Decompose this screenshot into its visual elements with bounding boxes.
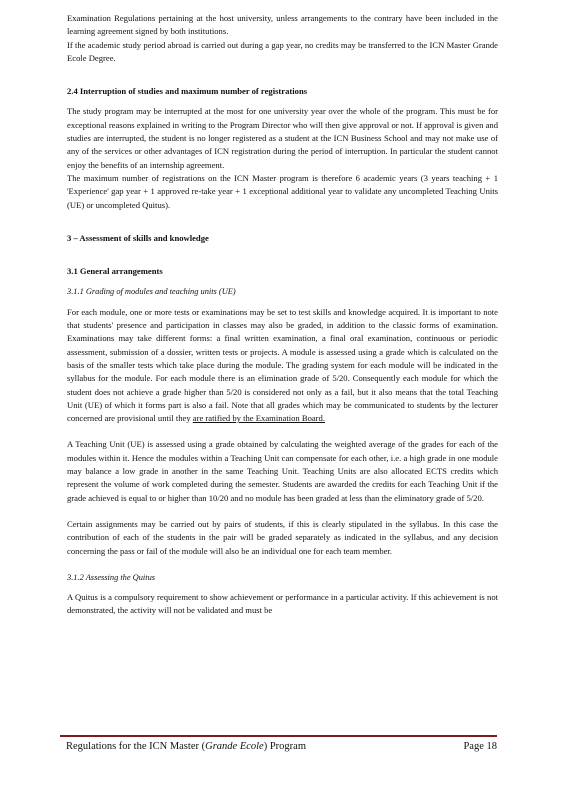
footer-divider [60,735,497,737]
subsection-3-1-2-heading: 3.1.2 Assessing the Quitus [67,572,156,582]
section-3-1-1-paragraph-1 [67,306,498,426]
subsection-3-1-1-heading: 3.1.1 Grading of modules and teaching units (UE) [67,287,236,297]
section-3-1-2-paragraph-1: A Quitus is a compulsory requirement to show achievement or performance in a particular activity. If this achievement is not demonstrated, the activity will not be validated and must be [67,592,498,616]
section-2-4-heading: 2.4 Interruption of studies and maximum number of registrations [67,86,308,97]
section-3-1-1-paragraph-3: Certain assignments may be carried out by pairs of students, if this is clearly stipulated in the syllabus. In this case the contribution of each of the students in the pair will be graded separately as indicated in the syllabus, and any decision concerning the pass or fail of the module will also be an individual one for each team member. [67,518,498,556]
section-3-1-1-paragraph-2: A Teaching Unit (UE) is assessed using a grade obtained by calculating the weighted average of the grades for each of the modules within it. Hence the modules within a Teaching Unit can compensate for each other, i.e. a high grade in one module may balance a low grade in another in the same Teaching Unit. Teaching Units are also allocated ECTS credits which represent the volume of work completed during the semester. Students are awarded the credits for each Teaching Unit if the grade achieved is equal to or higher than 10/20 and no module has been graded at less than the eliminatory grade of 5/20. [67,439,498,503]
page-number: Page 18 [463,741,497,752]
paragraph-text: For each module, one or more tests or examinations may be set to test skills and knowledge acquired. It is important to note that students' presence and participation in classes may also be graded, in addition to the classic forms of examination. Examinations may take different forms: a final written examination, a final oral examination, continuous or periodic assessment, submission of a dossier, written tests or projects. A module is assessed using a grade which is calculated on the basis of the smaller tests which take place during the module. The grading system for each module will be indicated in the syllabus for the module. For each module there is an elimination grade of 5/20. Consequently each module for which the student does not achieve a grade higher than 5/20 is considered not only as a fail, but it also means that the total Teaching Unit (UE) of which it forms part is also a fail. Note that all grades which may be communicated to students by the lecturer concerned are provisional until they [67,306,498,424]
footer-title-italic: Grande Ecole [205,741,264,752]
section-2-4-paragraph-1: The study program may be interrupted at the most for one university year over the whole of the program. This must be for exceptional reasons explained in writing to the Program Director who will then give approval or not. If approval is given and studies are interrupted, the student is no longer registered as a student at the ICN Business School and may not make use of any of the services or other advantages of ICN registration during the period of interruption. In particular the student cannot enjoy the benefits of an internship agreement. [67,106,498,170]
intro-paragraph-1: Examination Regulations pertaining at the host university, unless arrangements to the contrary have been included in the learning agreement signed by both institutions. [67,13,498,37]
footer-title-end: ) Program [263,741,307,752]
section-2-4-paragraph-2: The maximum number of registrations on the ICN Master program is therefore 6 academic years (3 years teaching + 1 'Experience' gap year + 1 approved re-take year + 1 exceptional additional year to validate any uncompleted Teaching Units (UE) or uncompleted Quitus). [67,172,498,210]
section-3-heading: 3 – Assessment of skills and knowledge [67,232,209,243]
page-content [67,12,498,618]
footer-title-start: Regulations for the ICN Master ( [66,741,206,752]
footer-title [66,740,306,754]
section-3-1-heading: 3.1 General arrangements [67,266,163,277]
intro-paragraph-2: If the academic study period abroad is carried out during a gap year, no credits may be transferred to the ICN Master Grande Ecole Degree. [67,39,498,63]
underlined-text: are ratified by the Examination Board. [192,413,325,424]
